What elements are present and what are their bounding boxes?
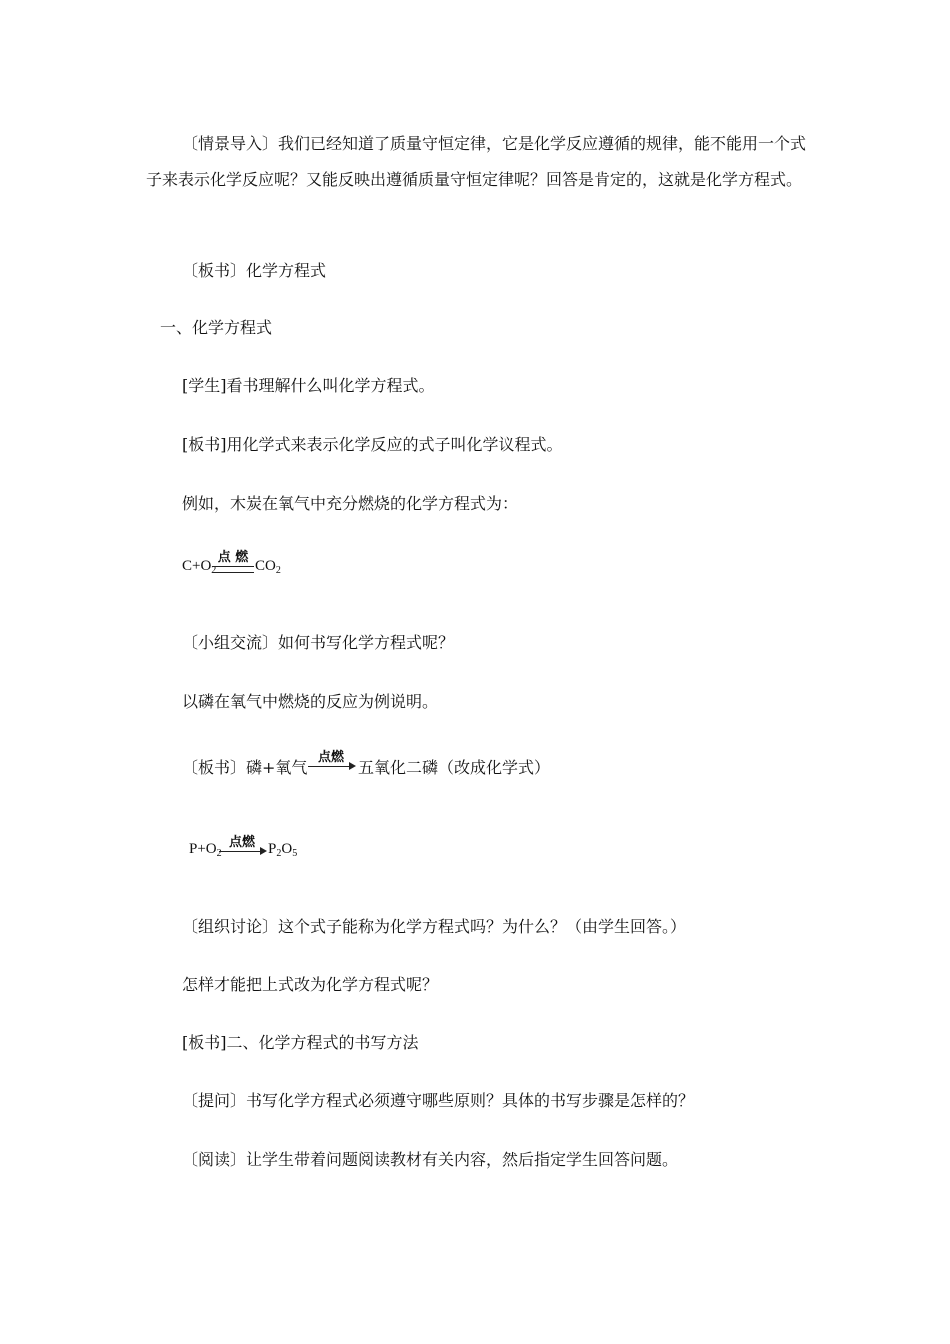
equation-phosphorus-reactants: $P+O_2$ — [189, 841, 222, 859]
how-change-line: 怎样才能把上式改为化学方程式呢？ — [182, 975, 439, 994]
equals-sign-icon — [212, 566, 254, 573]
board-section-two-line: [板书]二、化学方程式的书写方法 — [182, 1033, 419, 1052]
equation-phosphorus-condition: 点燃 — [228, 835, 255, 850]
word-equation-prefix: 〔板书〕磷+氧气 — [182, 758, 308, 777]
equation-carbon-condition: 点 燃 — [217, 550, 249, 565]
example-intro-line: 例如，木炭在氧气中充分燃烧的化学方程式为： — [182, 494, 519, 513]
arrow-right-icon — [219, 851, 265, 852]
arrow-right-icon — [308, 766, 354, 767]
phosphorus-intro-line: 以磷在氧气中燃烧的反应为例说明。 — [182, 692, 439, 711]
section-one-heading: 一、化学方程式 — [160, 318, 273, 337]
group-discuss-line: 〔小组交流〕如何书写化学方程式呢？ — [182, 633, 455, 652]
equation-phosphorus-product: $P_2O_5$ — [268, 841, 298, 859]
word-equation-condition: 点燃 — [317, 750, 344, 765]
word-equation-suffix: 五氧化二磷（改成化学式） — [358, 758, 551, 777]
intro-paragraph: 〔情景导入〕我们已经知道了质量守恒定律，它是化学反应遵循的规律，能不能用一个式子来表示化学反应呢？又能反映出遵循质量守恒定律呢？回答是肯定的，这就是化学方程式。 — [146, 134, 807, 189]
student-read-line: [学生]看书理解什么叫化学方程式。 — [182, 376, 435, 395]
board-title: 〔板书〕化学方程式 — [182, 261, 327, 280]
equation-carbon-product: $CO_2$ — [255, 558, 281, 576]
equation-carbon-reactants: $C+O_2$ — [182, 558, 217, 576]
question-line: 〔提问〕书写化学方程式必须遵守哪些原则？具体的书写步骤是怎样的？ — [182, 1091, 695, 1110]
org-discuss-line: 〔组织讨论〕这个式子能称为化学方程式吗？为什么？（由学生回答。） — [182, 917, 687, 936]
reading-line: 〔阅读〕让学生带着问题阅读教材有关内容，然后指定学生回答问题。 — [182, 1150, 679, 1169]
board-definition-line: [板书]用化学式来表示化学反应的式子叫化学议程式。 — [182, 435, 563, 454]
